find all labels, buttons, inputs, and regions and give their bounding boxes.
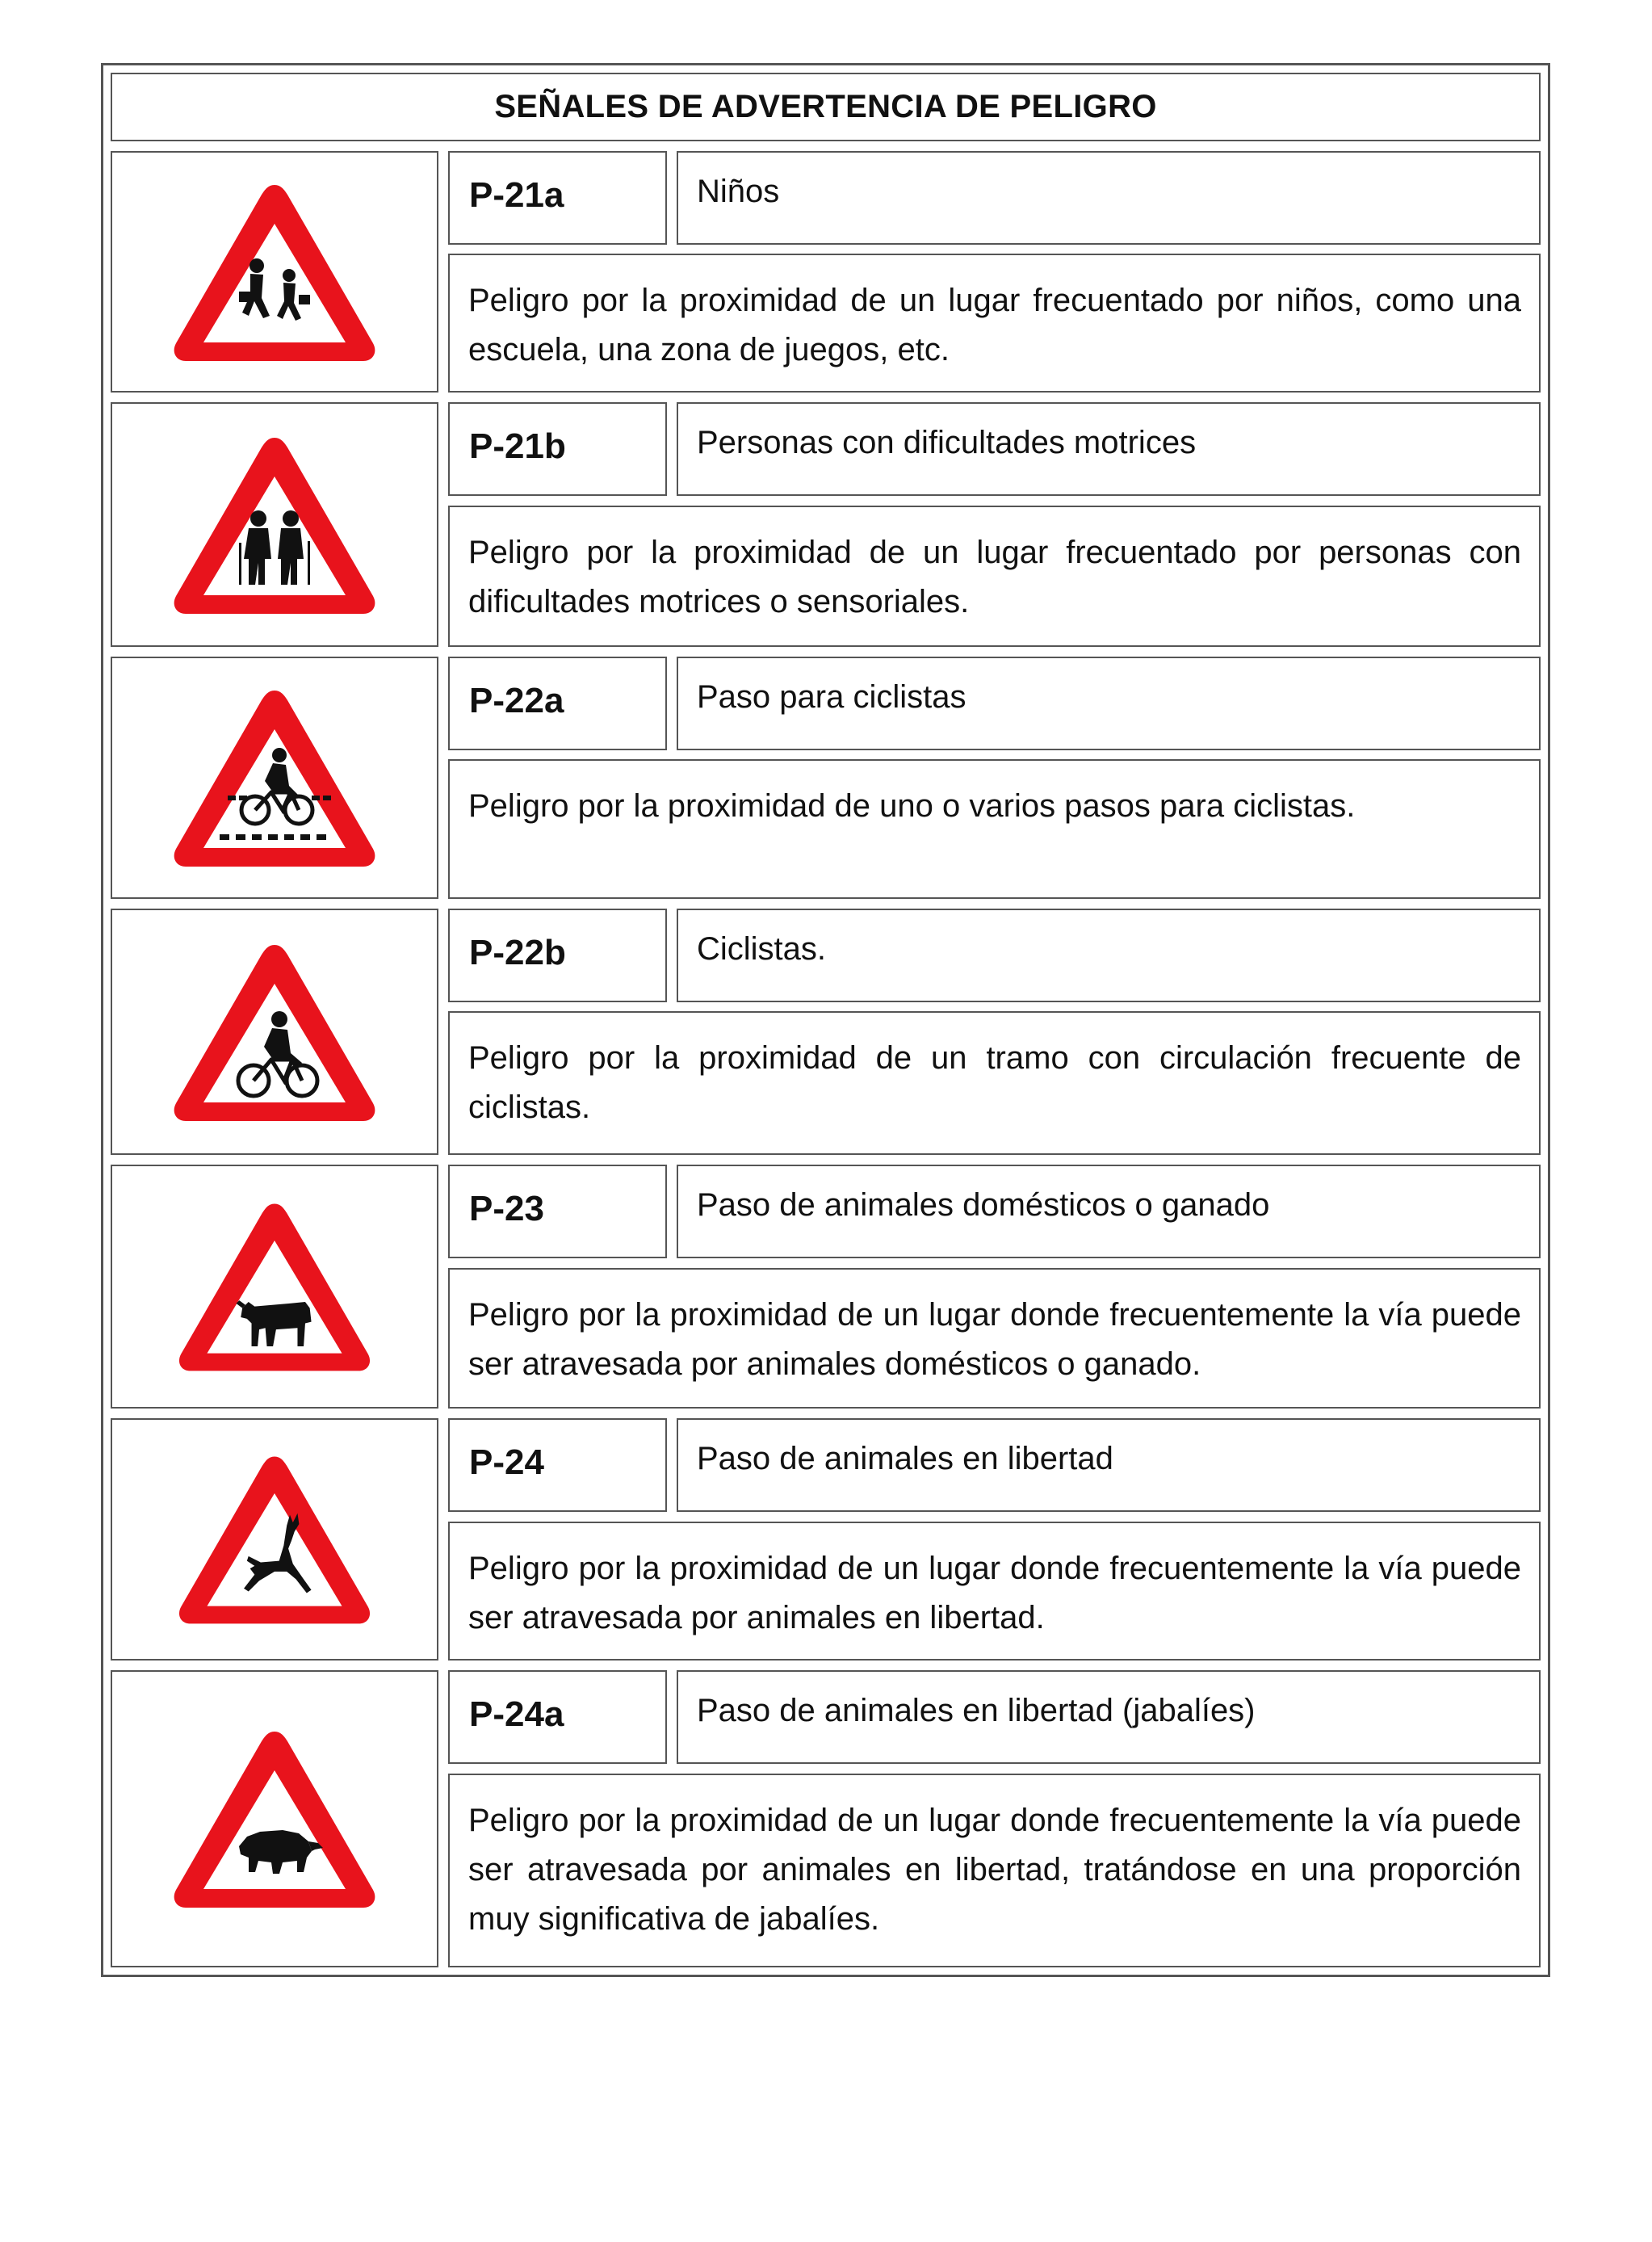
deer-icon: [174, 1449, 375, 1630]
sign-name: Paso de animales en libertad (jabalíes): [677, 1670, 1541, 1764]
sign-code: P-23: [448, 1165, 667, 1258]
sign-name: Paso de animales domésticos o ganado: [677, 1165, 1541, 1258]
cattle-icon: [174, 1196, 375, 1377]
sign-code: P-21a: [448, 151, 667, 245]
sign-cell-p22a: [111, 657, 438, 899]
sign-name: Niños: [677, 151, 1541, 245]
sign-description: Peligro por la proximidad de un lugar donde frecuentemente la vía puede ser atravesada por animales en libertad, tratándose en una proporción muy significativa de jabalíes.: [448, 1774, 1541, 1967]
sign-name: Paso de animales en libertad: [677, 1418, 1541, 1512]
cyclist-icon: [169, 937, 380, 1127]
sign-name: Paso para ciclistas: [677, 657, 1541, 750]
sign-cell-p21b: [111, 402, 438, 647]
table-title: SEÑALES DE ADVERTENCIA DE PELIGRO: [111, 73, 1541, 141]
sign-code: P-24: [448, 1418, 667, 1512]
cyclist-crossing-icon: [169, 682, 380, 873]
sign-description: Peligro por la proximidad de un lugar donde frecuentemente la vía puede ser atravesada por animales en libertad.: [448, 1522, 1541, 1661]
sign-description: Peligro por la proximidad de un lugar frecuentado por personas con dificultades motrices o sensoriales.: [448, 506, 1541, 647]
sign-cell-p22b: [111, 909, 438, 1155]
sign-name: Personas con dificultades motrices: [677, 402, 1541, 496]
sign-description: Peligro por la proximidad de un lugar frecuentado por niños, como una escuela, una zona de juegos, etc.: [448, 254, 1541, 393]
sign-code: P-22b: [448, 909, 667, 1002]
sign-cell-p24: [111, 1418, 438, 1661]
sign-cell-p21a: [111, 151, 438, 393]
wild-boar-icon: [169, 1723, 380, 1914]
sign-code: P-21b: [448, 402, 667, 496]
sign-cell-p23: [111, 1165, 438, 1409]
sign-code: P-24a: [448, 1670, 667, 1764]
sign-name: Ciclistas.: [677, 909, 1541, 1002]
children-crossing-icon: [169, 177, 380, 367]
sign-description: Peligro por la proximidad de uno o varios pasos para ciclistas.: [448, 759, 1541, 899]
sign-description: Peligro por la proximidad de un lugar donde frecuentemente la vía puede ser atravesada por animales domésticos o ganado.: [448, 1268, 1541, 1409]
elderly-people-icon: [169, 430, 380, 620]
sign-code: P-22a: [448, 657, 667, 750]
sign-cell-p24a: [111, 1670, 438, 1967]
sign-description: Peligro por la proximidad de un tramo con circulación frecuente de ciclistas.: [448, 1011, 1541, 1155]
